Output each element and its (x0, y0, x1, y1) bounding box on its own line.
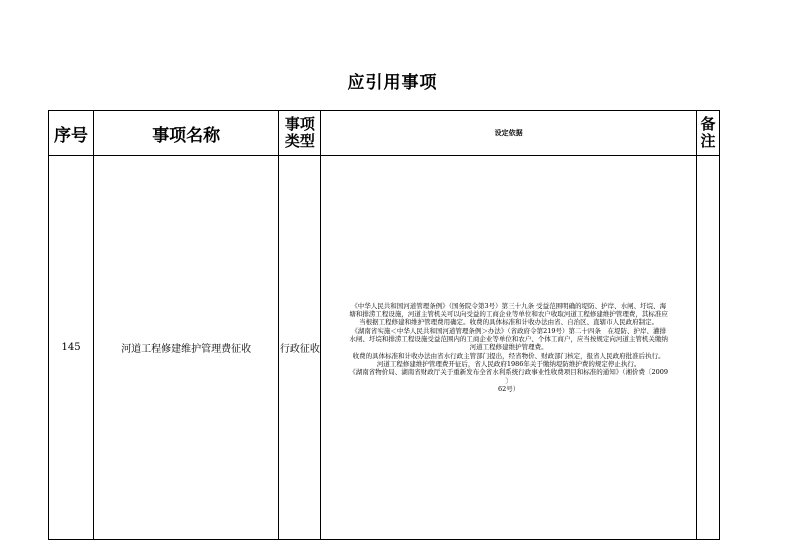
table-header-row (49, 111, 720, 156)
basis-line: 62号） (498, 384, 520, 393)
page-title: 应引用事项 (347, 73, 438, 93)
basis-text (321, 302, 696, 393)
header-note-line2: 注 (700, 132, 716, 150)
header-type-line2: 类型 (284, 132, 315, 150)
cell-name: 河道工程修建维护管理费征收 (94, 156, 279, 540)
basis-line: 《湖南省实施＜中华人民共和国河道管理条例＞办法》（省政府令第219号）第二十四条 在堤防、护岸、灌排 (351, 326, 666, 335)
basis-line: 水闸、圩垸和排涝工程设施受益范围内的工商企业等单位和农户、个体工商户，应当按规定向河道主管机关缴纳 (349, 335, 668, 344)
cell-seq: 145 (49, 156, 94, 540)
basis-line: 河道工程修建维护管理费开征后，省人民政府1986年关于缴纳堤防维护费的规定停止执行。 (376, 359, 641, 368)
basis-line: 《中华人民共和国河道管理条例》（国务院令第3号）第三十九条 受益范围明确的堤防、护岸、水闸、圩垸、海 (351, 301, 667, 310)
table-row (49, 156, 720, 540)
cell-type: 行政征收 (279, 156, 321, 540)
basis-line: 收费的具体标准和计收办法由省水行政主管部门提出，经省物价、财政部门核定，报省人民政府批准后执行。 (352, 351, 665, 360)
header-note (696, 111, 719, 156)
header-type (279, 111, 321, 156)
header-name: 事项名称 (94, 111, 279, 156)
header-type-line1: 事项 (284, 115, 315, 133)
basis-line: 当根据工程修建和维护管理费用确定。收费的具体标准和计收办法由省、自治区、直辖市人民政府制定。 (359, 318, 659, 327)
header-basis: 设定依据 (321, 111, 697, 156)
basis-line: 河道工程修建维护管理费。 (469, 343, 548, 352)
header-seq: 序号 (49, 111, 94, 156)
cell-note (696, 156, 719, 540)
items-table (48, 110, 720, 540)
basis-line: 塘和排涝工程设施，河道主管机关可以向受益的工商企业等单位和农户收取河道工程修建维护管理费，其标准应 (349, 310, 668, 319)
header-note-line1: 备 (700, 115, 716, 133)
basis-line: 《湖南省物价局、湖南省财政厅关于重新发布全省水利系统行政事业性收费项目和标准的通知》（湘价费〔2009 (349, 368, 669, 377)
cell-basis (321, 156, 697, 540)
basis-line: 〕 (505, 376, 512, 385)
